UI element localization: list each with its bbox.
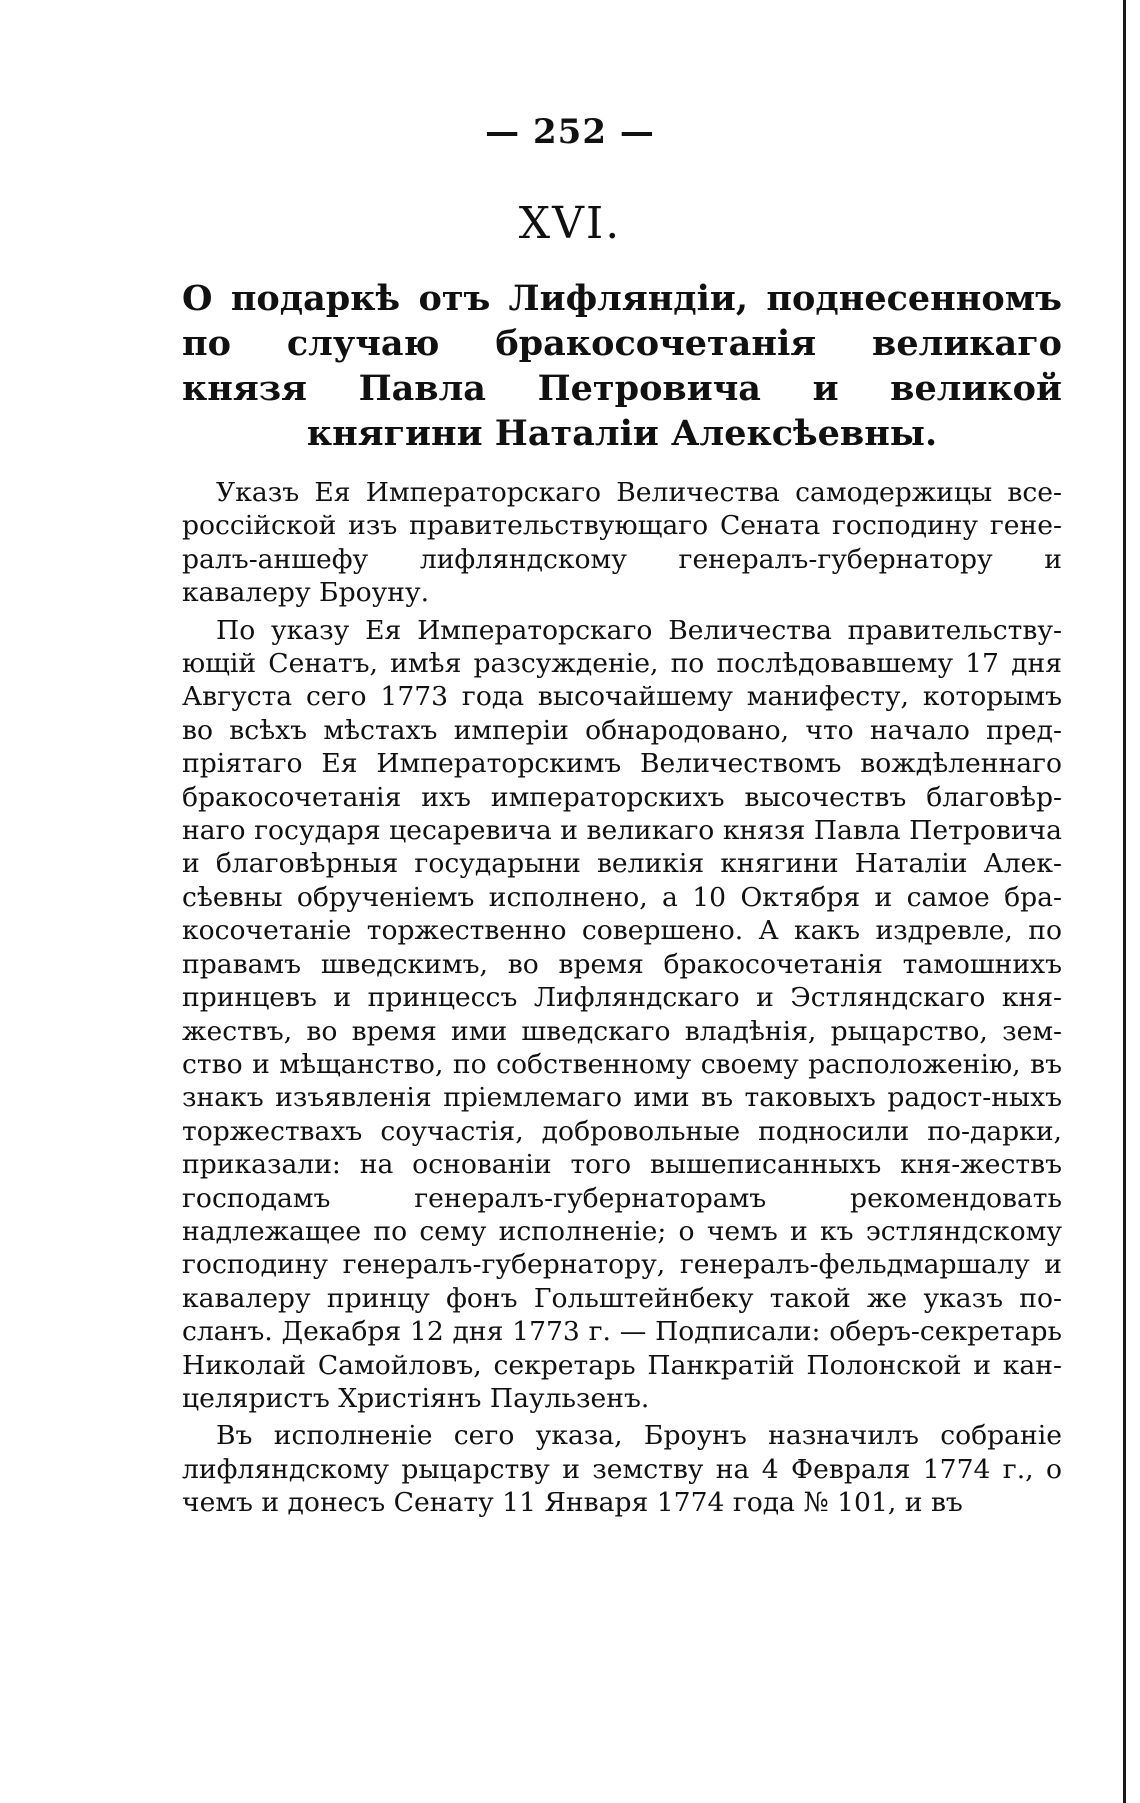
decree-heading-paragraph: Указъ Ея Императорскаго Величества самодержицы все-россійской изъ правительствующаго Сената господину гене-ралъ-аншефу лифляндскому генералъ-губернатору и кавалеру Броуну. xyxy=(182,477,1062,609)
page-edge-line xyxy=(1123,0,1126,1803)
execution-paragraph: Въ исполненіе сего указа, Броунъ назначилъ собраніе лифляндскому рыцарству и земству на 4 Февраля 1774 г., о чемъ и донесъ Сенату 11 Января 1774 года № 101, и въ xyxy=(182,1420,1062,1519)
decree-body-paragraph: По указу Ея Императорскаго Величества правительству-ющій Сенатъ, имѣя разсужденіе, по послѣдовавшему 17 дня Августа сего 1773 года высочайшему манифесту, которымъ во всѣхъ мѣстахъ имперіи обнародовано, что начало пред-пріятаго Ея Императорскимъ Величествомъ вождѣленнаго бракосочетанія ихъ императорскихъ высочествъ благовѣр-наго государя цесаревича и великаго князя Павла Петровича и благовѣрныя государыни великія княгини Наталіи Алек-сѣевны обрученіемъ исполнено, а 10 Октября и самое бра-косочетаніе торжественно совершено. А какъ издревле, по правамъ шведскимъ, во время бракосочетанія тамошнихъ принцевъ и принцессъ Лифляндскаго и Эстляндскаго кня-жествъ, во время ими шведскаго владѣнія, рыцарство, зем-ство и мѣщанство, по собственному своему расположенію, въ знакъ изъявленія пріемлемаго ими въ таковыхъ радост-ныхъ торжествахъ соучастія, добровольные подносили по-дарки, приказали: на основаніи того вышеписанныхъ кня-жествъ господамъ генералъ-губернаторамъ рекомендовать надлежащее по сему исполненіе; о чемъ и къ эстляндскому господину генералъ-губернатору, генералъ-фельдмаршалу и кавалеру принцу фонъ Гольштейнбеку такой же указъ по-сланъ. Декабря 12 дня 1773 г. — Подписали: оберъ-секретарь Николай Самойловъ, секретарь Панкратій Полонской и кан-целяристъ Христіянъ Паульзенъ. xyxy=(182,614,1062,1414)
body-text xyxy=(182,476,1062,1520)
section-title: О подаркѣ отъ Лифляндіи, поднесенномъ по случаю бракосочетанія великаго князя Павла Петровича и великой княгини Наталіи Алексѣевны. xyxy=(182,278,1062,454)
page-number: — 252 — xyxy=(485,112,655,152)
chapter-number: XVI. xyxy=(518,198,622,249)
